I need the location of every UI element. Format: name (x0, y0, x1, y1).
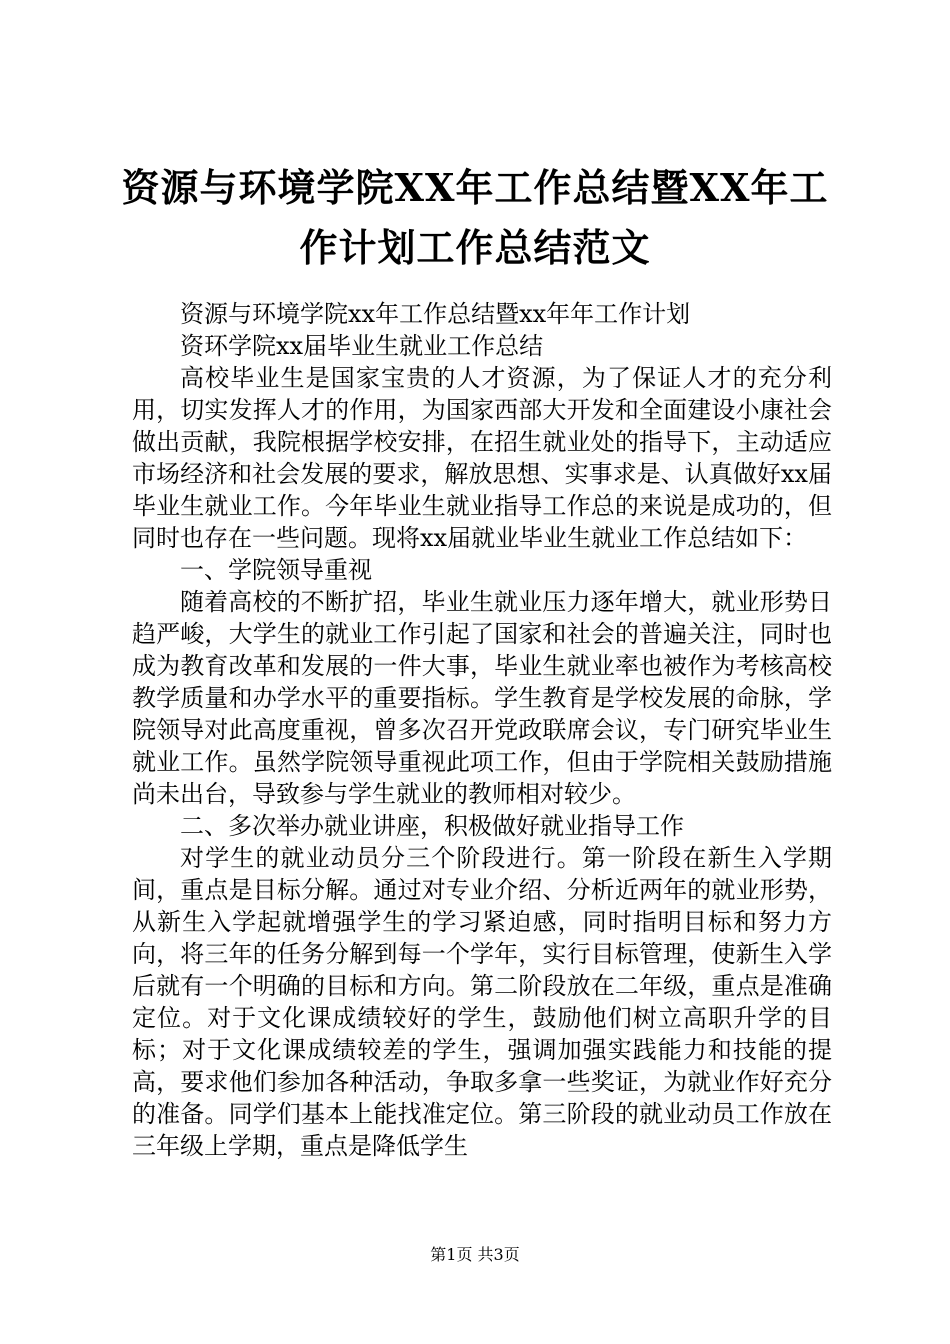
paragraph-intro: 高校毕业生是国家宝贵的人才资源，为了保证人才的充分利用，切实发挥人才的作用，为国家西部大开发和全面建设小康社会做出贡献，我院根据学校安排，在招生就业处的指导下，主动适应市场经济和社会发展的要求，解放思想、实事求是、认真做好xx届毕业生就业工作。今年毕业生就业指导工作总的来说是成功的，但同时也存在一些问题。现将xx届就业毕业生就业工作总结如下： (132, 364, 832, 552)
paragraph-section-1: 随着高校的不断扩招，毕业生就业压力逐年增大，就业形势日趋严峻，大学生的就业工作引起了国家和社会的普遍关注，同时也成为教育改革和发展的一件大事，毕业生就业率也被作为考核高校教学质量和办学水平的重要指标。学生教育是学校发展的命脉，学院领导对此高度重视，曾多次召开党政联席会议，专门研究毕业生就业工作。虽然学院领导重视此项工作，但由于学院相关鼓励措施尚未出台，导致参与学生就业的教师相对较少。 (132, 588, 832, 808)
section-heading-2: 二、多次举办就业讲座，积极做好就业指导工作 (180, 812, 684, 840)
document-title: 资源与环境学院XX年工作总结暨XX年工作计划工作总结范文 (121, 165, 829, 270)
page-footer: 第1页 共3页 (430, 1245, 520, 1264)
paragraph-subtitle-2: 资环学院xx届毕业生就业工作总结 (180, 332, 544, 360)
document-body (132, 298, 832, 1162)
paragraph-section-2: 对学生的就业动员分三个阶段进行。第一阶段在新生入学期间，重点是目标分解。通过对专业介绍、分析近两年的就业形势，从新生入学起就增强学生的学习紧迫感，同时指明目标和努力方向，将三年的任务分解到每一个学年，实行目标管理，使新生入学后就有一个明确的目标和方向。第二阶段放在二年级，重点是准确定位。对于文化课成绩较好的学生，鼓励他们树立高职升学的目标；对于文化课成绩较差的学生，强调加强实践能力和技能的提高，要求他们参加各种活动，争取多拿一些奖证，为就业作好充分的准备。同学们基本上能找准定位。第三阶段的就业动员工作放在三年级上学期，重点是降低学生 (132, 844, 832, 1160)
section-heading-1: 一、学院领导重视 (180, 556, 372, 584)
paragraph-subtitle-1: 资源与环境学院xx年工作总结暨xx年年工作计划 (180, 300, 691, 328)
